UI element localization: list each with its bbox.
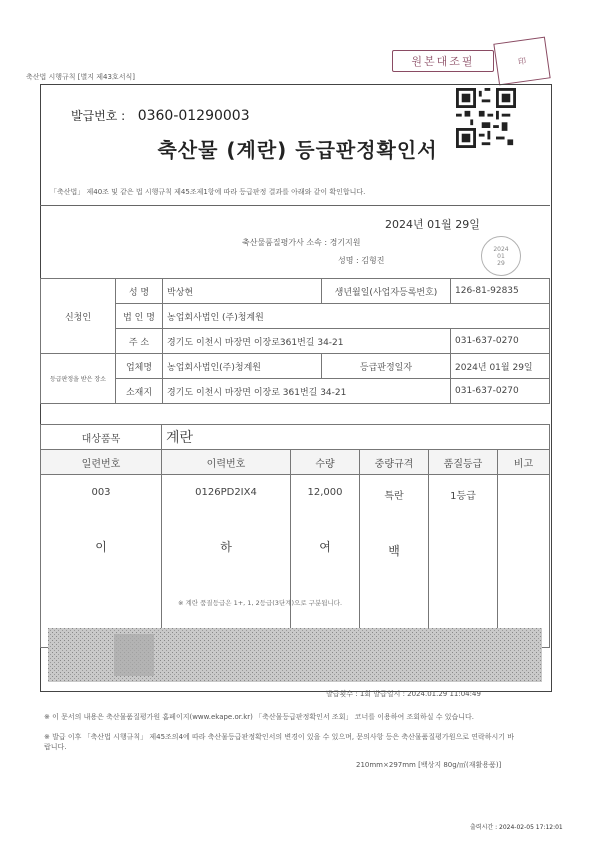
issue-number: [71, 107, 250, 124]
col-size: 중량규격: [360, 450, 429, 475]
applicant-name: 박상현: [163, 279, 322, 304]
divider: [40, 205, 550, 206]
footnote-2: ※ 발급 이후 「축산법 시행규칙」 제45조의4에 따라 축산물등급판정확인서의 변경이 있을 수 있으며, 문의사항 등은 축산물품질평가원으로 연락하시기 바랍니다.: [44, 733, 515, 751]
corner-seal-icon: 印: [493, 37, 550, 86]
grader-name: 성명 : 김형진: [338, 256, 385, 265]
bizno-value: 126-81-92835: [451, 279, 550, 304]
intro-text: 「축산법」 제40조 및 같은 법 시행규칙 제45조제1항에 따라 등급판정 결과를 아래와 같이 확인합니다.: [50, 188, 366, 196]
security-pattern-icon: [48, 628, 542, 682]
corp-value: 농업회사법인 (주)청계원: [163, 304, 550, 329]
grading-date-value: 2024년 01월 29일: [451, 354, 550, 379]
issue-number-value: 0360-01290003: [137, 108, 250, 124]
qty-value: 12,000: [307, 487, 343, 498]
note-cell: [498, 475, 550, 648]
qty-cell: [291, 475, 360, 648]
applicant-table: [40, 278, 550, 404]
serial-cell: [41, 475, 162, 648]
bizno-label: 생년월일(사업자등록번호): [322, 279, 451, 304]
blank-char-1: 이: [95, 540, 107, 554]
size-cell: [360, 475, 429, 648]
issue-date: 2024년 01월 29일: [385, 218, 480, 231]
blank-char-4: 백: [388, 544, 400, 558]
addr-label: 주 소: [116, 329, 163, 354]
name-label: 성 명: [116, 279, 163, 304]
blank-char-2: 하: [220, 540, 232, 554]
location-value: 경기도 이천시 마장면 이장로 361번길 34-21: [163, 379, 451, 404]
place-label: 업체명: [116, 354, 163, 379]
size-value: 특란: [384, 491, 404, 502]
issue-number-label: 발급번호 :: [71, 109, 126, 123]
grader-org: 축산물품질평가사 소속 : 경기지원: [242, 238, 361, 247]
serial-value: 003: [91, 487, 111, 498]
grade-value: 1등급: [450, 491, 476, 502]
grade-cell: [429, 475, 498, 648]
col-qty: 수량: [291, 450, 360, 475]
location-phone: 031-637-0270: [451, 379, 550, 404]
original-verified-stamp: 원본대조필: [392, 50, 494, 72]
col-serial: 일련번호: [41, 450, 162, 475]
blank-char-3: 여: [319, 540, 331, 554]
items-table: [40, 424, 550, 648]
official-seal-icon: 2024 01 29: [481, 236, 521, 276]
paper-spec: 210mm×297mm [백상지 80g/㎡(재활용품)]: [356, 761, 502, 769]
corp-label: 법 인 명: [116, 304, 163, 329]
form-number: 축산법 시행규칙 [별지 제43호서식]: [26, 73, 135, 81]
trace-cell: [162, 475, 291, 648]
grading-date-label: 등급판정일자: [322, 354, 451, 379]
grade-footnote: ※ 계란 품질등급은 1+, 1, 2등급(3단계)으로 구분됩니다.: [178, 599, 343, 607]
location-label: 소재지: [116, 379, 163, 404]
target-value: 계란: [162, 425, 550, 450]
phone-value: 031-637-0270: [451, 329, 550, 354]
trace-value: 0126PD2IX4: [195, 487, 257, 498]
output-time: 출력시간 : 2024-02-05 17:12:01: [470, 824, 563, 831]
col-trace: 이력번호: [162, 450, 291, 475]
target-label: 대상품목: [41, 425, 162, 450]
addr-value: 경기도 이천시 마장면 이장로361번길 34-21: [163, 329, 451, 354]
col-note: 비고: [498, 450, 550, 475]
place-value: 농업회사법인(주)청계원: [163, 354, 322, 379]
place-side-label: 등급판정을 받은 장소: [41, 354, 116, 404]
document-title: 축산물 (계란) 등급판정확인서: [157, 138, 438, 162]
applicant-side-label: 신청인: [41, 279, 116, 354]
footnote-1: ※ 이 문서의 내용은 축산물품질평가원 홈페이지(www.ekape.or.kr) 「축산물등급판정확인서 조회」 코너를 이용하여 조회하실 수 있습니다.: [44, 713, 475, 721]
print-info: 발급횟수 : 1회 발급일시 : 2024.01.29 11:04:49: [326, 690, 481, 698]
col-grade: 품질등급: [429, 450, 498, 475]
